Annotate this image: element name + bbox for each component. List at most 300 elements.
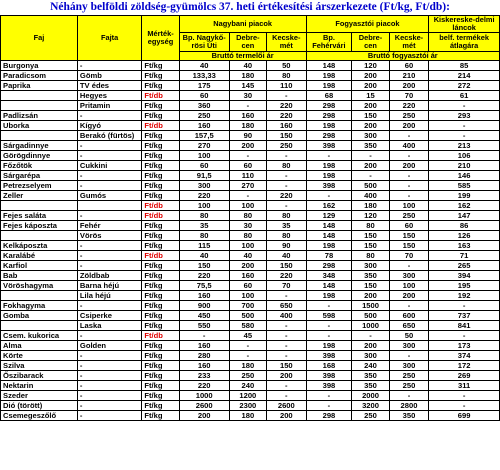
cell-price: 398: [306, 381, 352, 391]
cell-unit: Ft/kg: [142, 231, 179, 241]
cell-price: 550: [179, 321, 229, 331]
cell-price: 2800: [389, 401, 429, 411]
table-row: [1, 161, 500, 171]
cell-price: -: [267, 181, 307, 191]
cell-price: -: [306, 191, 352, 201]
cell-price: 80: [352, 251, 389, 261]
cell-price: -: [429, 121, 500, 131]
cell-price: -: [306, 391, 352, 401]
cell-price: -: [267, 291, 307, 301]
cell-price: 100: [229, 201, 266, 211]
cell-fajta: -: [77, 391, 141, 401]
cell-unit: Ft/kg: [142, 101, 179, 111]
cell-fajta: Fehér: [77, 221, 141, 231]
table-row: [1, 371, 500, 381]
table-row: [1, 91, 500, 101]
cell-price: -: [306, 321, 352, 331]
cell-price: 200: [179, 411, 229, 421]
cell-price: -: [267, 151, 307, 161]
cell-unit: Ft/kg: [142, 61, 179, 71]
cell-price: 250: [389, 211, 429, 221]
header-fogy-bp: Bp. Fehérvári: [306, 33, 352, 52]
cell-price: 160: [229, 111, 266, 121]
cell-price: 213: [429, 141, 500, 151]
cell-unit: Ft/kg: [142, 181, 179, 191]
cell-fajta: Laska: [77, 321, 141, 331]
cell-price: 129: [306, 211, 352, 221]
cell-price: 60: [179, 91, 229, 101]
cell-faj: Karalábé: [1, 251, 78, 261]
cell-price: -: [179, 331, 229, 341]
cell-unit: Ft/kg: [142, 141, 179, 151]
cell-fajta: [77, 201, 141, 211]
cell-faj: Burgonya: [1, 61, 78, 71]
cell-price: 150: [267, 131, 307, 141]
cell-price: 126: [429, 231, 500, 241]
cell-unit: Ft/kg: [142, 261, 179, 271]
cell-price: 172: [429, 361, 500, 371]
cell-price: 220: [179, 191, 229, 201]
cell-price: -: [267, 381, 307, 391]
table-row: [1, 211, 500, 221]
cell-price: 700: [229, 301, 266, 311]
header-brutto-fogyasztoi: Bruttó fogyasztói ár: [306, 52, 499, 61]
cell-price: -: [389, 351, 429, 361]
cell-price: 78: [306, 251, 352, 261]
cell-price: 240: [229, 381, 266, 391]
cell-price: 198: [306, 71, 352, 81]
cell-unit: Ft/db: [142, 331, 179, 341]
cell-price: 650: [389, 321, 429, 331]
cell-price: 200: [229, 141, 266, 151]
cell-price: 150: [352, 231, 389, 241]
cell-faj: Görögdinnye: [1, 151, 78, 161]
header-nagy-debrecen: Debre-cen: [229, 33, 266, 52]
cell-price: 400: [352, 191, 389, 201]
price-table: [0, 15, 500, 421]
cell-price: 220: [179, 381, 229, 391]
cell-faj: Alma: [1, 341, 78, 351]
cell-faj: [1, 131, 78, 141]
cell-fajta: -: [77, 211, 141, 221]
cell-unit: Ft/kg: [142, 221, 179, 231]
cell-fajta: -: [77, 181, 141, 191]
cell-faj: Karfiol: [1, 261, 78, 271]
cell-fajta: -: [77, 141, 141, 151]
cell-price: 147: [429, 211, 500, 221]
cell-price: 198: [306, 121, 352, 131]
cell-faj: [1, 101, 78, 111]
cell-price: 160: [179, 121, 229, 131]
cell-unit: Ft/kg: [142, 341, 179, 351]
cell-price: 240: [352, 361, 389, 371]
cell-price: -: [306, 401, 352, 411]
cell-fajta: -: [77, 111, 141, 121]
cell-faj: Fejes saláta: [1, 211, 78, 221]
cell-price: 160: [179, 291, 229, 301]
cell-price: 75,5: [179, 281, 229, 291]
table-row: [1, 111, 500, 121]
cell-price: 148: [306, 221, 352, 231]
cell-faj: [1, 291, 78, 301]
cell-price: -: [229, 191, 266, 201]
cell-price: 80: [267, 211, 307, 221]
cell-price: 300: [352, 351, 389, 361]
cell-faj: [1, 231, 78, 241]
table-row: [1, 121, 500, 131]
cell-price: 300: [389, 271, 429, 281]
cell-price: 300: [389, 361, 429, 371]
cell-price: 220: [267, 101, 307, 111]
cell-price: 199: [429, 191, 500, 201]
cell-price: 269: [429, 371, 500, 381]
cell-price: 293: [429, 111, 500, 121]
cell-unit: Ft/kg: [142, 351, 179, 361]
cell-price: -: [267, 331, 307, 341]
cell-fajta: -: [77, 171, 141, 181]
cell-price: -: [267, 391, 307, 401]
cell-faj: Csem. kukorica: [1, 331, 78, 341]
table-row: [1, 331, 500, 341]
cell-price: 60: [389, 61, 429, 71]
cell-price: -: [429, 101, 500, 111]
cell-price: 60: [179, 161, 229, 171]
cell-price: 157,5: [179, 131, 229, 141]
cell-fajta: -: [77, 301, 141, 311]
cell-fajta: Gömb: [77, 71, 141, 81]
cell-price: 195: [429, 281, 500, 291]
table-row: [1, 181, 500, 191]
cell-price: 100: [229, 241, 266, 251]
cell-price: 298: [306, 411, 352, 421]
cell-price: 40: [229, 251, 266, 261]
cell-unit: Ft/kg: [142, 411, 179, 421]
cell-price: 148: [306, 61, 352, 71]
cell-price: 1000: [352, 321, 389, 331]
table-row: [1, 311, 500, 321]
cell-price: 150: [389, 231, 429, 241]
cell-faj: [1, 201, 78, 211]
cell-fajta: -: [77, 411, 141, 421]
cell-price: -: [267, 351, 307, 361]
cell-price: 148: [306, 281, 352, 291]
cell-price: 200: [389, 291, 429, 301]
cell-unit: Ft/kg: [142, 191, 179, 201]
cell-price: 120: [352, 61, 389, 71]
cell-faj: Szeder: [1, 391, 78, 401]
cell-price: 100: [389, 281, 429, 291]
table-row: [1, 71, 500, 81]
cell-price: 86: [429, 221, 500, 231]
cell-fajta: -: [77, 381, 141, 391]
cell-fajta: Cukkini: [77, 161, 141, 171]
cell-price: 500: [352, 311, 389, 321]
cell-fajta: Golden: [77, 341, 141, 351]
table-row: [1, 81, 500, 91]
cell-price: 145: [229, 81, 266, 91]
cell-price: 3200: [352, 401, 389, 411]
table-row: [1, 241, 500, 251]
cell-price: 80: [179, 211, 229, 221]
cell-price: 200: [352, 71, 389, 81]
price-table-body: [1, 61, 500, 421]
cell-price: 250: [229, 371, 266, 381]
cell-price: 200: [352, 161, 389, 171]
table-row: [1, 341, 500, 351]
header-brutto-termeloi: Bruttó termelői ár: [179, 52, 306, 61]
cell-price: 180: [352, 201, 389, 211]
cell-price: 300: [352, 131, 389, 141]
cell-price: 198: [306, 171, 352, 181]
cell-price: 61: [429, 91, 500, 101]
cell-unit: Ft/kg: [142, 321, 179, 331]
cell-price: -: [389, 261, 429, 271]
cell-price: 350: [352, 381, 389, 391]
cell-price: 150: [267, 261, 307, 271]
table-row: [1, 291, 500, 301]
cell-price: 180: [229, 121, 266, 131]
table-row: [1, 401, 500, 411]
cell-price: 300: [179, 181, 229, 191]
cell-price: 300: [389, 341, 429, 351]
cell-faj: Kelkáposzta: [1, 241, 78, 251]
table-row: [1, 221, 500, 231]
cell-faj: [1, 91, 78, 101]
cell-price: 100: [179, 151, 229, 161]
cell-price: -: [229, 151, 266, 161]
cell-price: 200: [352, 101, 389, 111]
cell-price: 580: [229, 321, 266, 331]
cell-price: -: [389, 191, 429, 201]
cell-price: 210: [429, 161, 500, 171]
cell-price: 398: [306, 351, 352, 361]
cell-price: 80: [179, 231, 229, 241]
cell-price: 200: [389, 161, 429, 171]
table-row: [1, 191, 500, 201]
cell-price: 100: [229, 291, 266, 301]
cell-price: 1500: [352, 301, 389, 311]
cell-faj: Őszibarack: [1, 371, 78, 381]
cell-faj: Petrezselyem: [1, 181, 78, 191]
cell-price: 30: [229, 221, 266, 231]
cell-fajta: -: [77, 401, 141, 411]
cell-price: 210: [389, 71, 429, 81]
cell-price: 160: [179, 341, 229, 351]
cell-fajta: -: [77, 351, 141, 361]
cell-price: 1200: [229, 391, 266, 401]
cell-price: 40: [179, 61, 229, 71]
cell-price: 200: [352, 81, 389, 91]
cell-fajta: Vörös: [77, 231, 141, 241]
cell-price: 400: [267, 311, 307, 321]
table-row: [1, 271, 500, 281]
cell-price: 150: [389, 241, 429, 251]
cell-price: 150: [352, 111, 389, 121]
cell-price: 900: [179, 301, 229, 311]
cell-price: 60: [229, 281, 266, 291]
cell-price: 100: [389, 201, 429, 211]
cell-price: 80: [267, 231, 307, 241]
cell-price: -: [429, 391, 500, 401]
cell-unit: Ft/kg: [142, 161, 179, 171]
cell-price: 100: [179, 201, 229, 211]
cell-unit: Ft/kg: [142, 111, 179, 121]
cell-price: 398: [306, 371, 352, 381]
cell-price: 80: [267, 161, 307, 171]
cell-fajta: Berakó (fürtös): [77, 131, 141, 141]
cell-price: 350: [389, 411, 429, 421]
cell-unit: Ft/kg: [142, 401, 179, 411]
cell-price: 250: [267, 141, 307, 151]
page-title: Néhány belföldi zöldség-gyümölcs 37. heti értékesítési árszerkezete (Ft/kg, Ft/db):: [50, 1, 450, 13]
cell-price: 90: [267, 241, 307, 251]
cell-price: 1000: [179, 391, 229, 401]
cell-faj: Sárgarépa: [1, 171, 78, 181]
table-row: [1, 381, 500, 391]
cell-price: 192: [429, 291, 500, 301]
cell-unit: Ft/kg: [142, 311, 179, 321]
cell-price: -: [429, 331, 500, 341]
cell-unit: Ft/kg: [142, 81, 179, 91]
cell-price: 35: [179, 221, 229, 231]
cell-price: 600: [389, 311, 429, 321]
cell-faj: Vöröshagyma: [1, 281, 78, 291]
cell-price: 50: [267, 61, 307, 71]
cell-price: 348: [306, 271, 352, 281]
cell-fajta: -: [77, 61, 141, 71]
cell-fajta: -: [77, 261, 141, 271]
cell-price: 198: [306, 161, 352, 171]
cell-fajta: Zöldbab: [77, 271, 141, 281]
cell-price: 180: [229, 361, 266, 371]
cell-price: 148: [306, 231, 352, 241]
cell-unit: Ft/db: [142, 91, 179, 101]
cell-price: 173: [429, 341, 500, 351]
cell-price: 350: [352, 141, 389, 151]
cell-price: 15: [352, 91, 389, 101]
cell-price: 160: [179, 361, 229, 371]
cell-price: 650: [267, 301, 307, 311]
table-row: [1, 261, 500, 271]
cell-fajta: -: [77, 331, 141, 341]
cell-unit: Ft/kg: [142, 281, 179, 291]
cell-fajta: Hegyes: [77, 91, 141, 101]
header-fogy-kecskemet: Kecske-mét: [389, 33, 429, 52]
cell-price: 220: [267, 111, 307, 121]
cell-faj: Fejes káposzta: [1, 221, 78, 231]
cell-price: 400: [389, 141, 429, 151]
cell-price: 598: [306, 311, 352, 321]
cell-fajta: -: [77, 361, 141, 371]
cell-price: 198: [306, 341, 352, 351]
cell-price: 168: [306, 361, 352, 371]
table-row: [1, 61, 500, 71]
cell-price: -: [389, 181, 429, 191]
table-row: [1, 351, 500, 361]
cell-price: 298: [306, 261, 352, 271]
cell-price: -: [429, 401, 500, 411]
cell-price: 250: [389, 381, 429, 391]
table-row: [1, 231, 500, 241]
cell-unit: Ft/kg: [142, 301, 179, 311]
cell-price: 272: [429, 81, 500, 91]
cell-price: 250: [389, 371, 429, 381]
cell-price: 70: [267, 281, 307, 291]
cell-price: 70: [389, 91, 429, 101]
cell-faj: Padlizsán: [1, 111, 78, 121]
cell-price: 70: [389, 251, 429, 261]
cell-unit: Ft/kg: [142, 291, 179, 301]
cell-price: 115: [179, 241, 229, 251]
cell-price: 200: [352, 121, 389, 131]
cell-price: 300: [352, 261, 389, 271]
cell-unit: Ft/db: [142, 121, 179, 131]
cell-fajta: -: [77, 151, 141, 161]
cell-price: 200: [352, 291, 389, 301]
cell-faj: Szilva: [1, 361, 78, 371]
cell-price: 30: [229, 91, 266, 101]
cell-price: -: [429, 301, 500, 311]
cell-unit: Ft/db: [142, 201, 179, 211]
cell-price: 200: [352, 341, 389, 351]
cell-price: 500: [352, 181, 389, 191]
cell-price: 85: [429, 61, 500, 71]
cell-price: -: [229, 341, 266, 351]
cell-price: 220: [389, 101, 429, 111]
table-row: [1, 411, 500, 421]
cell-price: 175: [179, 81, 229, 91]
header-nagybani: Nagybani piacok: [179, 16, 306, 33]
cell-price: 150: [352, 241, 389, 251]
cell-price: 106: [429, 151, 500, 161]
cell-price: -: [229, 351, 266, 361]
cell-price: 146: [429, 171, 500, 181]
table-row: [1, 131, 500, 141]
cell-price: 60: [229, 161, 266, 171]
cell-fajta: Barna héjú: [77, 281, 141, 291]
cell-fajta: TV édes: [77, 81, 141, 91]
cell-price: -: [352, 151, 389, 161]
header-fajta: Fajta: [77, 16, 141, 61]
cell-price: 270: [179, 141, 229, 151]
cell-price: 150: [179, 261, 229, 271]
cell-price: 91,5: [179, 171, 229, 181]
table-row: [1, 171, 500, 181]
cell-faj: Zeller: [1, 191, 78, 201]
cell-unit: Ft/kg: [142, 171, 179, 181]
cell-faj: Nektarin: [1, 381, 78, 391]
cell-unit: Ft/kg: [142, 71, 179, 81]
header-faj: Faj: [1, 16, 78, 61]
table-row: [1, 361, 500, 371]
cell-fajta: Gumós: [77, 191, 141, 201]
cell-price: 40: [229, 61, 266, 71]
cell-price: 2000: [352, 391, 389, 401]
cell-unit: Ft/db: [142, 211, 179, 221]
cell-price: 2300: [229, 401, 266, 411]
cell-price: 350: [352, 271, 389, 281]
cell-price: 40: [267, 251, 307, 261]
cell-price: 450: [179, 311, 229, 321]
cell-price: -: [267, 91, 307, 101]
cell-price: 200: [267, 411, 307, 421]
table-row: [1, 391, 500, 401]
cell-price: -: [306, 331, 352, 341]
cell-price: 233: [179, 371, 229, 381]
cell-price: 585: [429, 181, 500, 191]
cell-price: 398: [306, 141, 352, 151]
cell-price: 198: [306, 291, 352, 301]
